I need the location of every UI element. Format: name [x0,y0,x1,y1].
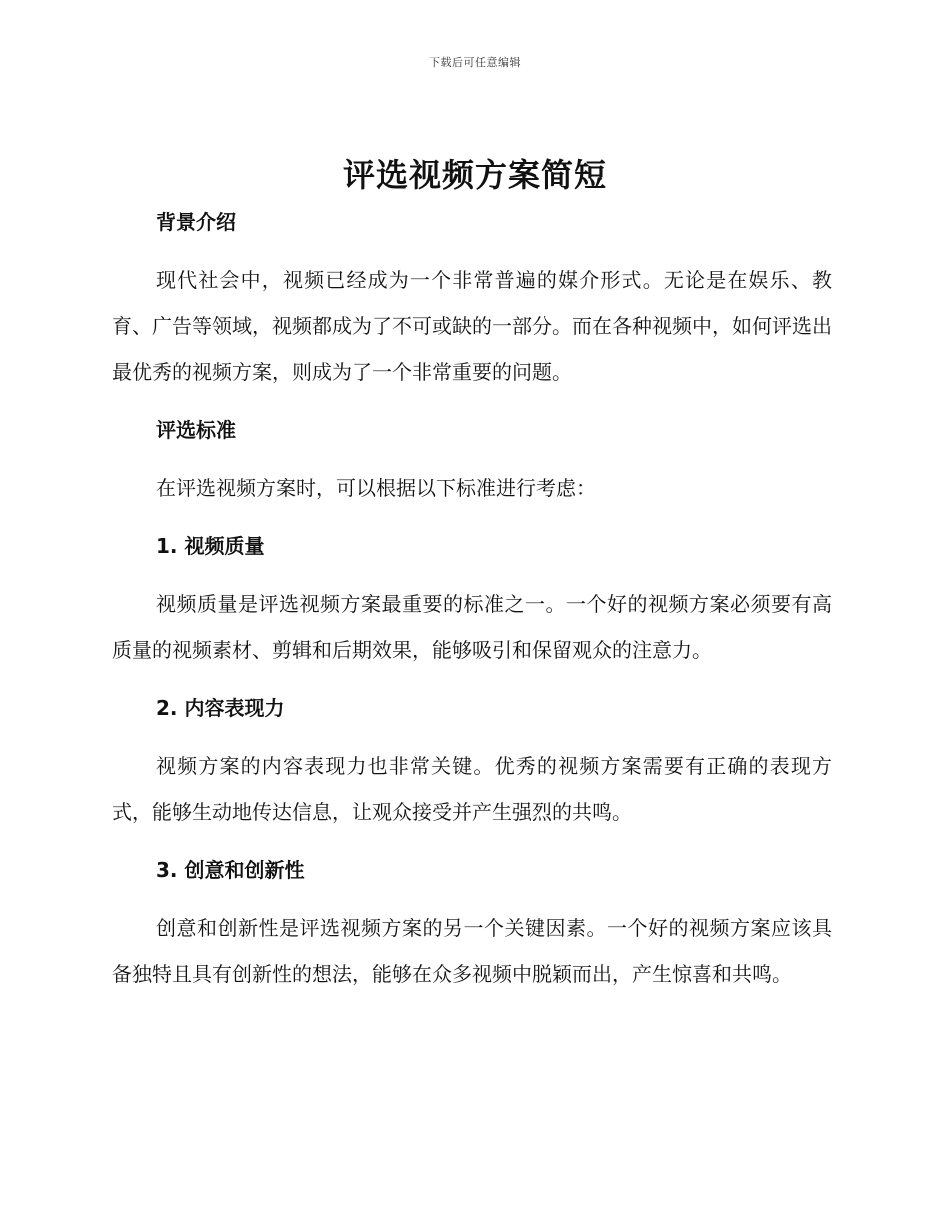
section-heading-creativity: 3. 创意和创新性 [156,858,305,882]
document-title: 评选视频方案简短 [342,156,607,194]
document-body [112,200,832,1010]
section-text-creativity: 创意和创新性是评选视频方案的另一个关键因素。一个好的视频方案应该具备独特且具有创新性的想法，能够在众多视频中脱颖而出，产生惊喜和共鸣。 [112,916,832,986]
header-note: 下载后可任意编辑 [429,56,521,69]
section-text-criteria: 在评选视频方案时，可以根据以下标准进行考虑： [156,476,596,500]
section-heading-criteria: 评选标准 [156,418,236,442]
section-text-background: 现代社会中，视频已经成为一个非常普遍的媒介形式。无论是在娱乐、教育、广告等领域，视频都成为了不可或缺的一部分。而在各种视频中，如何评选出最优秀的视频方案，则成为了一个非常重要的问题。 [112,268,832,384]
section-heading-expression: 2. 内容表现力 [156,696,285,720]
section-text-quality: 视频质量是评选视频方案最重要的标准之一。一个好的视频方案必须要有高质量的视频素材、剪辑和后期效果，能够吸引和保留观众的注意力。 [112,592,832,662]
section-heading-quality: 1. 视频质量 [156,534,265,558]
section-text-expression: 视频方案的内容表现力也非常关键。优秀的视频方案需要有正确的表现方式，能够生动地传达信息，让观众接受并产生强烈的共鸣。 [112,754,832,824]
section-heading-background: 背景介绍 [156,210,236,234]
